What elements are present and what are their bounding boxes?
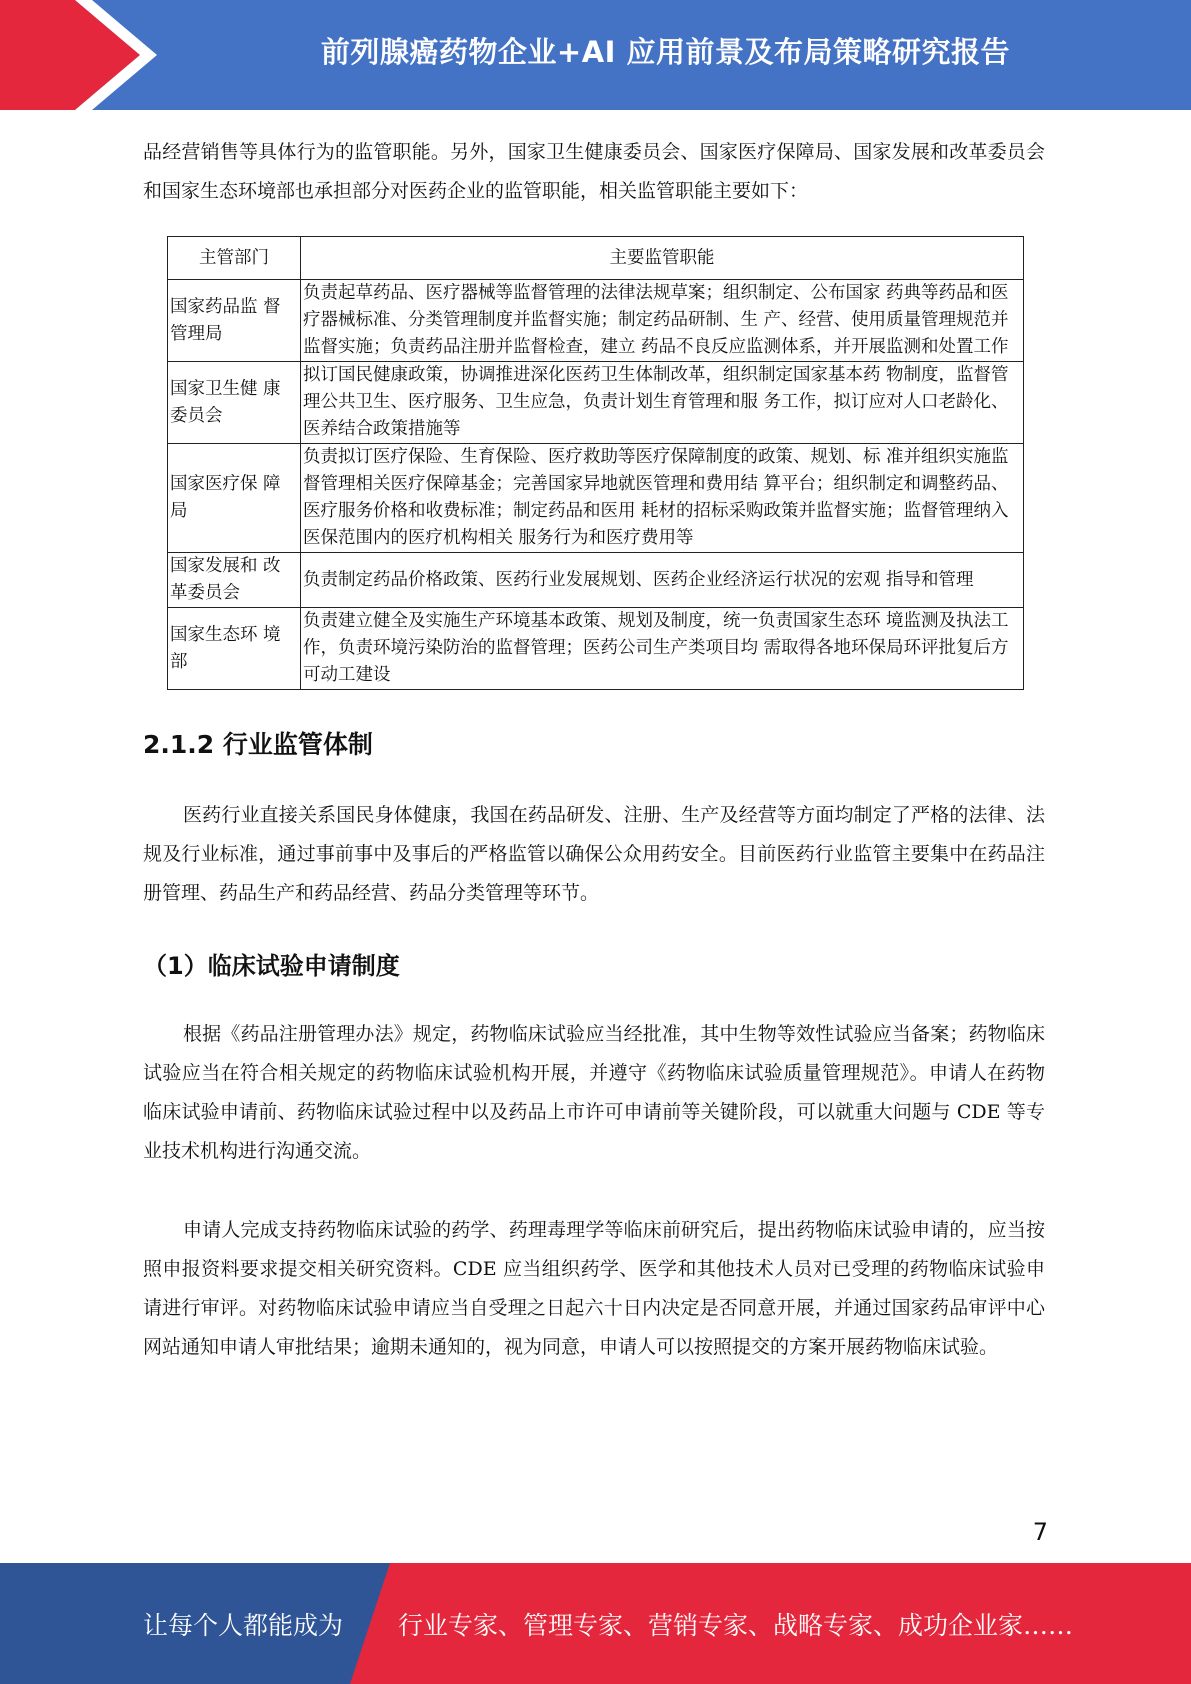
table-cell-duty: 负责建立健全及实施生产环境基本政策、规划及制度，统一负责国家生态环 境监测及执法工作，负责环境污染防治的监督管理；医药公司生产类项目均 需取得各地环保局环评批复后方可动工建设 — [301, 608, 1024, 690]
table-cell-dept: 国家生态环 境部 — [168, 608, 301, 690]
table-cell-dept: 国家药品监 督管理局 — [168, 280, 301, 362]
table-header-row — [168, 237, 1024, 280]
section-heading-2-1-2: 2.1.2 行业监管体制 — [143, 730, 373, 759]
table-cell-duty: 负责拟订医疗保险、生育保险、医疗救助等医疗保障制度的政策、规划、标 准并组织实施监督管理相关医疗保障基金；完善国家异地就医管理和费用结 算平台；组织制定和调整药品、医疗服务价格和收费标准；制定药品和医用 耗材的招标采购政策并监督实施；监督管理纳入医保范围内的医疗机构相关 服务行为和医疗费用等 — [301, 444, 1024, 553]
page-header — [0, 0, 1191, 110]
table-cell-duty: 负责起草药品、医疗器械等监督管理的法律法规草案；组织制定、公布国家 药典等药品和医疗器械标准、分类管理制度并监督实施；制定药品研制、生 产、经营、使用质量管理规范并监督实施；负责药品注册并监督检查，建立 药品不良反应监测体系，并开展监测和处置工作 — [301, 280, 1024, 362]
section-2-1-2-paragraph: 医药行业直接关系国民身体健康，我国在药品研发、注册、生产及经营等方面均制定了严格的法律、法规及行业标准，通过事前事中及事后的严格监管以确保公众用药安全。目前医药行业监管主要集中在药品注册管理、药品生产和药品经营、药品分类管理等环节。 — [143, 804, 1045, 904]
intro-paragraph: 品经营销售等具体行为的监管职能。另外，国家卫生健康委员会、国家医疗保障局、国家发展和改革委员会和国家生态环境部也承担部分对医药企业的监管职能，相关监管职能主要如下： — [143, 141, 1045, 202]
regulatory-table — [167, 236, 1024, 690]
table-cell-dept: 国家卫生健 康委员会 — [168, 362, 301, 444]
paragraph-gap — [143, 1171, 1045, 1211]
header-arrow-accent — [0, 0, 160, 110]
page-content — [143, 133, 1045, 1367]
table-cell-dept: 国家发展和 改革委员会 — [168, 553, 301, 608]
table-cell-duty: 负责制定药品价格政策、医药行业发展规划、医药企业经济运行状况的宏观 指导和管理 — [301, 553, 1024, 608]
clinical-trial-paragraph-1: 根据《药品注册管理办法》规定，药物临床试验应当经批准，其中生物等效性试验应当备案；药物临床试验应当在符合相关规定的药物临床试验机构开展，并遵守《药物临床试验质量管理规范》。申请人在药物临床试验申请前、药物临床试验过程中以及药品上市许可申请前等关键阶段，可以就重大问题与 CDE 等专业技术机构进行沟通交流。 — [143, 1023, 1045, 1162]
table-header-dept: 主管部门 — [168, 237, 301, 280]
section-heading-clinical-trial: （1）临床试验申请制度 — [143, 952, 400, 980]
table-row — [168, 280, 1024, 362]
table-row — [168, 444, 1024, 553]
report-title: 前列腺癌药物企业+AI 应用前景及布局策略研究报告 — [320, 34, 1011, 69]
table-cell-duty: 拟订国民健康政策，协调推进深化医药卫生体制改革，组织制定国家基本药 物制度，监督管理公共卫生、医疗服务、卫生应急，负责计划生育管理和服 务工作，拟订应对人口老龄化、医养结合政策措施等 — [301, 362, 1024, 444]
table-header-duty: 主要监管职能 — [301, 237, 1024, 280]
table-cell-dept: 国家医疗保 障局 — [168, 444, 301, 553]
table-row — [168, 553, 1024, 608]
table-row — [168, 362, 1024, 444]
page-number: 7 — [1032, 1518, 1048, 1546]
footer-slogan-right: 行业专家、管理专家、营销专家、战略专家、成功企业家…… — [398, 1610, 1074, 1640]
footer-slogan-left: 让每个人都能成为 — [143, 1610, 344, 1640]
table-row — [168, 608, 1024, 690]
page-footer — [0, 1563, 1191, 1684]
clinical-trial-paragraph-2: 申请人完成支持药物临床试验的药学、药理毒理学等临床前研究后，提出药物临床试验申请的，应当按照申报资料要求提交相关研究资料。CDE 应当组织药学、医学和其他技术人员对已受理的药物临床试验申请进行审评。对药物临床试验申请应当自受理之日起六十日内决定是否同意开展，并通过国家药品审评中心网站通知申请人审批结果；逾期未通知的，视为同意，申请人可以按照提交的方案开展药物临床试验。 — [143, 1219, 1045, 1358]
